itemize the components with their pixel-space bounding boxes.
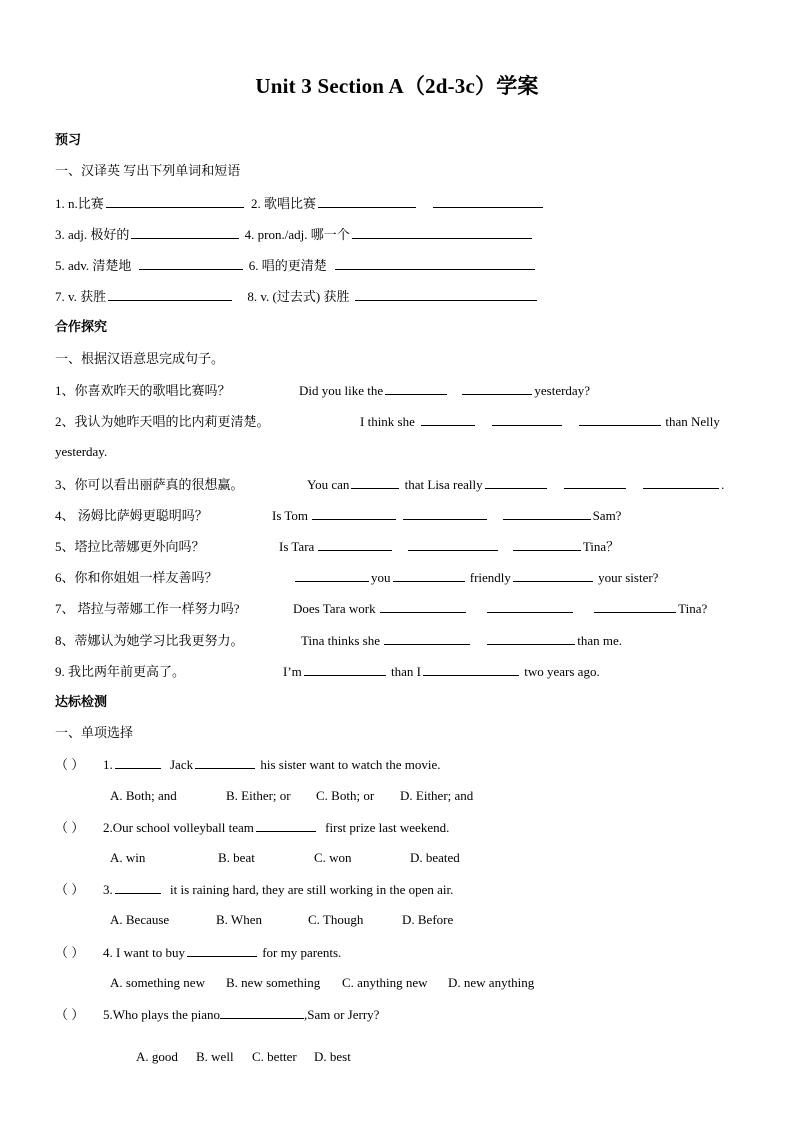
sentence-4-cn: 4、 汤姆比萨姆更聪明吗？ bbox=[55, 508, 208, 523]
sentence-4-blank-c[interactable] bbox=[503, 506, 591, 520]
vocab-5-blank[interactable] bbox=[139, 256, 243, 270]
sentence-4 bbox=[55, 506, 745, 524]
vocab-6-blank[interactable] bbox=[335, 256, 535, 270]
sentence-1-blank-a[interactable] bbox=[385, 381, 447, 395]
question-3-blank[interactable] bbox=[115, 880, 161, 894]
vocab-row-3 bbox=[55, 256, 745, 274]
sentence-2-blank-b[interactable] bbox=[492, 412, 562, 426]
question-1-option-d[interactable]: D. Either; and bbox=[400, 788, 474, 803]
question-1-option-c[interactable]: C. Both; or bbox=[316, 788, 375, 803]
sentence-7-en-a: Does Tara work bbox=[293, 601, 376, 616]
question-3-option-a[interactable]: A. Because bbox=[110, 912, 170, 927]
sentence-1-blank-b[interactable] bbox=[462, 381, 532, 395]
preview-part1-title: 一、汉译英 写出下列单词和短语 bbox=[55, 163, 241, 178]
sentence-3-en-c: . bbox=[721, 477, 725, 492]
sentence-3-blank-d[interactable] bbox=[643, 475, 719, 489]
question-1-blank-b[interactable] bbox=[195, 755, 255, 769]
sentence-2 bbox=[55, 412, 745, 430]
sentence-3 bbox=[55, 475, 745, 493]
sentence-7-blank-b[interactable] bbox=[487, 599, 573, 613]
section-heading-preview: 预习 bbox=[55, 132, 82, 147]
sentence-1-cn: 1、你喜欢昨天的歌唱比赛吗？ bbox=[55, 383, 231, 398]
sentence-7 bbox=[55, 599, 745, 617]
sentence-9 bbox=[55, 662, 745, 680]
question-2-option-a[interactable]: A. win bbox=[110, 850, 146, 865]
sentence-6-en-c: your sister? bbox=[598, 570, 659, 585]
question-5-option-d[interactable]: D. best bbox=[314, 1049, 351, 1064]
question-1-text-a: 1. bbox=[103, 757, 113, 772]
question-4-text-b: for my parents. bbox=[262, 945, 342, 960]
sentence-3-blank-b[interactable] bbox=[485, 475, 547, 489]
test-part1-title: 一、单项选择 bbox=[55, 725, 134, 740]
sentence-3-blank-c[interactable] bbox=[564, 475, 626, 489]
question-5-text-a: 5.Who plays the piano bbox=[103, 1007, 220, 1022]
explore-part1-title: 一、根据汉语意思完成句子。 bbox=[55, 351, 225, 366]
question-3-text-b: it is raining hard, they are still working in the open air. bbox=[170, 882, 454, 897]
section-heading-test: 达标检测 bbox=[55, 694, 108, 709]
vocab-7-label: 7. v. 获胜 bbox=[55, 289, 107, 304]
question-2-option-c[interactable]: C. won bbox=[314, 850, 352, 865]
sentence-8 bbox=[55, 631, 745, 649]
sentence-1-en-b: yesterday? bbox=[534, 383, 590, 398]
vocab-2-label: 2. 歌唱比赛 bbox=[251, 196, 317, 211]
question-1 bbox=[55, 755, 745, 773]
vocab-4-label: 4. pron./adj. 哪一个 bbox=[244, 227, 350, 242]
sentence-5-en-b: Tina？ bbox=[582, 539, 620, 554]
sentence-9-en-a: I’m bbox=[283, 664, 302, 679]
sentence-7-blank-a[interactable] bbox=[380, 599, 466, 613]
question-5-options bbox=[136, 1048, 794, 1066]
question-5-text-b: ,Sam or Jerry? bbox=[303, 1007, 380, 1022]
question-1-options bbox=[110, 787, 794, 805]
question-2 bbox=[55, 818, 745, 836]
vocab-4-blank[interactable] bbox=[352, 225, 532, 239]
sentence-4-blank-a[interactable] bbox=[312, 506, 396, 520]
sentence-3-blank-a[interactable] bbox=[351, 475, 399, 489]
sentence-2-en-a: I think she bbox=[360, 414, 415, 429]
question-4-text-a: 4. I want to buy bbox=[103, 945, 185, 960]
question-4-option-a[interactable]: A. something new bbox=[110, 975, 205, 990]
sentence-9-cn: 9. 我比两年前更高了。 bbox=[55, 664, 186, 679]
question-1-blank-a[interactable] bbox=[115, 755, 161, 769]
vocab-8-label: 8. v. (过去式) 获胜 bbox=[247, 289, 350, 304]
sentence-9-en-b: than I bbox=[391, 664, 421, 679]
question-1-option-a[interactable]: A. Both; and bbox=[110, 788, 177, 803]
question-3-option-d[interactable]: D. Before bbox=[402, 912, 454, 927]
question-4-blank[interactable] bbox=[187, 943, 257, 957]
vocab-1-blank[interactable] bbox=[106, 194, 244, 208]
question-5-option-b[interactable]: B. well bbox=[196, 1049, 234, 1064]
question-2-option-d[interactable]: D. beated bbox=[410, 850, 460, 865]
question-5-option-a[interactable]: A. good bbox=[136, 1049, 178, 1064]
sentence-7-blank-c[interactable] bbox=[594, 599, 676, 613]
sentence-9-blank-b[interactable] bbox=[423, 662, 519, 676]
vocab-3-label: 3. adj. 极好的 bbox=[55, 227, 130, 242]
sentence-3-en-a: You can bbox=[307, 477, 350, 492]
sentence-2-blank-c[interactable] bbox=[579, 412, 661, 426]
sentence-5 bbox=[55, 537, 745, 555]
question-5-option-c[interactable]: C. better bbox=[252, 1049, 297, 1064]
vocab-2-blank-b[interactable] bbox=[433, 194, 543, 208]
question-3-option-c[interactable]: C. Though bbox=[308, 912, 364, 927]
question-2-text-b: first prize last weekend. bbox=[325, 820, 450, 835]
sentence-6-en-a: you bbox=[371, 570, 391, 585]
sentence-5-blank-a[interactable] bbox=[318, 537, 392, 551]
question-2-blank[interactable] bbox=[256, 818, 316, 832]
vocab-row-1 bbox=[55, 194, 745, 212]
sentence-4-blank-b[interactable] bbox=[403, 506, 487, 520]
section-heading-explore: 合作探究 bbox=[55, 319, 108, 334]
sentence-4-en-a: Is Tom bbox=[272, 508, 309, 523]
vocab-7-blank[interactable] bbox=[108, 287, 232, 301]
question-4 bbox=[55, 943, 745, 961]
vocab-3-blank[interactable] bbox=[131, 225, 239, 239]
sentence-6-blank-c[interactable] bbox=[513, 568, 593, 582]
sentence-4-en-b: Sam? bbox=[592, 508, 622, 523]
question-3 bbox=[55, 880, 745, 898]
question-5-answer-paren[interactable]: （ ） bbox=[55, 1007, 85, 1022]
vocab-row-2 bbox=[55, 225, 745, 243]
question-3-text-a: 3. bbox=[103, 882, 113, 897]
sentence-9-en-c: two years ago. bbox=[524, 664, 600, 679]
question-1-text-c: his sister want to watch the movie. bbox=[260, 757, 441, 772]
question-1-option-b[interactable]: B. Either; or bbox=[226, 788, 291, 803]
question-2-options bbox=[110, 849, 794, 867]
sentence-3-cn: 3、你可以看出丽萨真的很想赢。 bbox=[55, 477, 244, 492]
question-4-answer-paren[interactable]: （ ） bbox=[55, 945, 85, 960]
sentence-6-blank-a[interactable] bbox=[295, 568, 369, 582]
sentence-2-en-b: than Nelly bbox=[665, 414, 720, 429]
question-3-option-b[interactable]: B. When bbox=[216, 912, 262, 927]
sentence-3-en-b: that Lisa really bbox=[404, 477, 483, 492]
sentence-6-cn: 6、你和你姐姐一样友善吗？ bbox=[55, 570, 218, 585]
question-5-blank[interactable] bbox=[220, 1005, 304, 1019]
question-4-options bbox=[110, 974, 794, 992]
question-5 bbox=[55, 1005, 745, 1023]
sentence-5-en-a: Is Tara bbox=[279, 539, 315, 554]
question-4-option-c[interactable]: C. anything new bbox=[342, 975, 428, 990]
question-2-option-b[interactable]: B. beat bbox=[218, 850, 255, 865]
vocab-6-label: 6. 唱的更清楚 bbox=[248, 258, 327, 273]
sentence-6 bbox=[55, 568, 745, 586]
question-4-option-d[interactable]: D. new anything bbox=[448, 975, 535, 990]
vocab-1-label: 1. n.比赛 bbox=[55, 196, 104, 211]
sentence-8-blank-a[interactable] bbox=[384, 631, 470, 645]
sentence-8-en-b: than me. bbox=[577, 633, 622, 648]
vocab-2-blank-a[interactable] bbox=[318, 194, 416, 208]
sentence-1-en-a: Did you like the bbox=[299, 383, 384, 398]
sentence-9-blank-a[interactable] bbox=[304, 662, 386, 676]
vocab-8-blank[interactable] bbox=[355, 287, 537, 301]
sentence-7-cn: 7、 塔拉与蒂娜工作一样努力吗? bbox=[55, 601, 240, 616]
vocab-row-4 bbox=[55, 287, 745, 305]
sentence-2-continued: yesterday. bbox=[55, 444, 108, 459]
sentence-2-blank-a[interactable] bbox=[421, 412, 475, 426]
page-title: Unit 3 Section A（2d-3c）学案 bbox=[255, 74, 539, 98]
question-1-text-b: Jack bbox=[170, 757, 194, 772]
sentence-8-cn: 8、蒂娜认为她学习比我更努力。 bbox=[55, 633, 244, 648]
question-2-answer-paren[interactable]: （ ） bbox=[55, 820, 85, 835]
question-4-option-b[interactable]: B. new something bbox=[226, 975, 321, 990]
sentence-5-cn: 5、塔拉比蒂娜更外向吗？ bbox=[55, 539, 205, 554]
sentence-1 bbox=[55, 381, 745, 399]
sentence-5-blank-b[interactable] bbox=[408, 537, 498, 551]
sentence-6-blank-b[interactable] bbox=[393, 568, 465, 582]
sentence-7-en-b: Tina? bbox=[678, 601, 708, 616]
question-1-answer-paren[interactable]: （ ） bbox=[55, 757, 85, 772]
sentence-2-cn: 2、我认为她昨天唱的比内莉更清楚。 bbox=[55, 414, 270, 429]
sentence-8-blank-b[interactable] bbox=[487, 631, 575, 645]
vocab-5-label: 5. adv. 清楚地 bbox=[55, 258, 132, 273]
sentence-8-en-a: Tina thinks she bbox=[301, 633, 380, 648]
sentence-6-en-b: friendly bbox=[469, 570, 511, 585]
sentence-5-blank-c[interactable] bbox=[513, 537, 581, 551]
question-3-answer-paren[interactable]: （ ） bbox=[55, 882, 85, 897]
question-2-text-a: 2.Our school volleyball team bbox=[103, 820, 254, 835]
question-3-options bbox=[110, 911, 794, 929]
